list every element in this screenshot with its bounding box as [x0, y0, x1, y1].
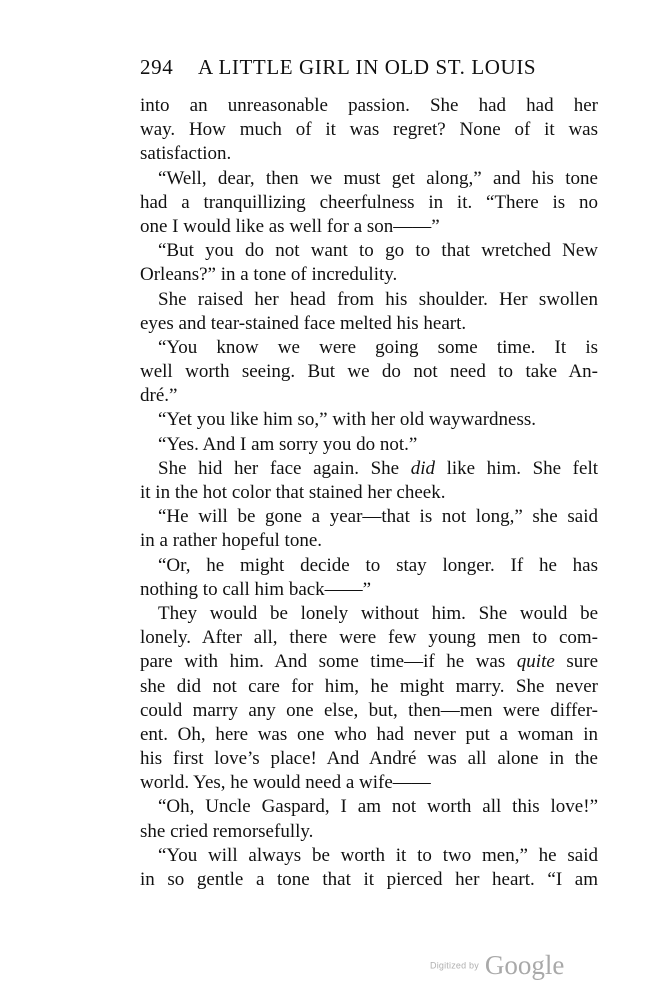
text-line: world. Yes, he would need a wife—— — [140, 772, 431, 794]
text-line: “Yet you like him so,” with her old waywardness. — [158, 409, 537, 431]
text-line: way. How much of it was regret? None of it was — [140, 119, 598, 141]
text-line: satisfaction. — [140, 143, 232, 165]
text-line: They would be lonely without him. She would be — [158, 602, 598, 624]
text-line: She raised her head from his shoulder. Her swollen — [158, 288, 598, 310]
text-line: pare with him. And some time—if he was quite sure — [140, 651, 598, 673]
text-line: she cried remorsefully. — [140, 820, 314, 842]
text-line: it in the hot color that stained her cheek. — [140, 482, 446, 503]
text-line: “Or, he might decide to stay longer. If he has — [158, 554, 598, 576]
text-line: one I would like as well for a son——” — [140, 215, 440, 237]
body-text — [140, 94, 598, 892]
text-line: “Well, dear, then we must get along,” and his tone — [158, 167, 598, 189]
text-line: in a rather hopeful tone. — [140, 530, 323, 552]
book-title: A LITTLE GIRL IN OLD ST. LOUIS — [198, 55, 537, 79]
text-line: eyes and tear-stained face melted his heart. — [140, 312, 467, 334]
text-line: nothing to call him back——” — [140, 578, 372, 600]
text-line: into an unreasonable passion. She had had her — [140, 95, 598, 116]
digitized-by-label: Digitized by — [430, 960, 479, 971]
text-line: Orleans?” in a tone of incredulity. — [140, 264, 398, 286]
digitized-by-google-watermark — [430, 950, 564, 984]
text-line: could marry any one else, but, then—men were differ- — [140, 699, 598, 721]
text-line: “You will always be worth it to two men,” he said — [158, 844, 598, 866]
text-line: “He will be gone a year—that is not long,” she said — [158, 506, 598, 528]
text-line: “You know we were going some time. It is — [158, 336, 598, 358]
text-line: “Oh, Uncle Gaspard, I am not worth all this love!” — [158, 796, 598, 818]
text-line: lonely. After all, there were few young men to com- — [140, 627, 598, 649]
text-line: “But you do not want to go to that wretched New — [158, 240, 598, 262]
page-number: 294 — [140, 55, 174, 79]
google-logo: Google — [484, 950, 565, 980]
text-line: well worth seeing. But we do not need to take An- — [140, 361, 598, 383]
text-line: she did not care for him, he might marry. She never — [140, 675, 598, 697]
text-line: his first love’s place! And André was all alone in the — [140, 748, 598, 770]
text-line: in so gentle a tone that it pierced her heart. “I am — [140, 869, 598, 890]
text-line: had a tranquillizing cheerfulness in it. “There is no — [140, 191, 598, 213]
text-line: ent. Oh, here was one who had never put a woman in — [140, 723, 598, 745]
text-line: “Yes. And I am sorry you do not.” — [158, 433, 418, 455]
running-head — [140, 55, 598, 85]
text-line: She hid her face again. She did like him. She felt — [158, 457, 598, 479]
text-line: dré.” — [140, 385, 178, 407]
